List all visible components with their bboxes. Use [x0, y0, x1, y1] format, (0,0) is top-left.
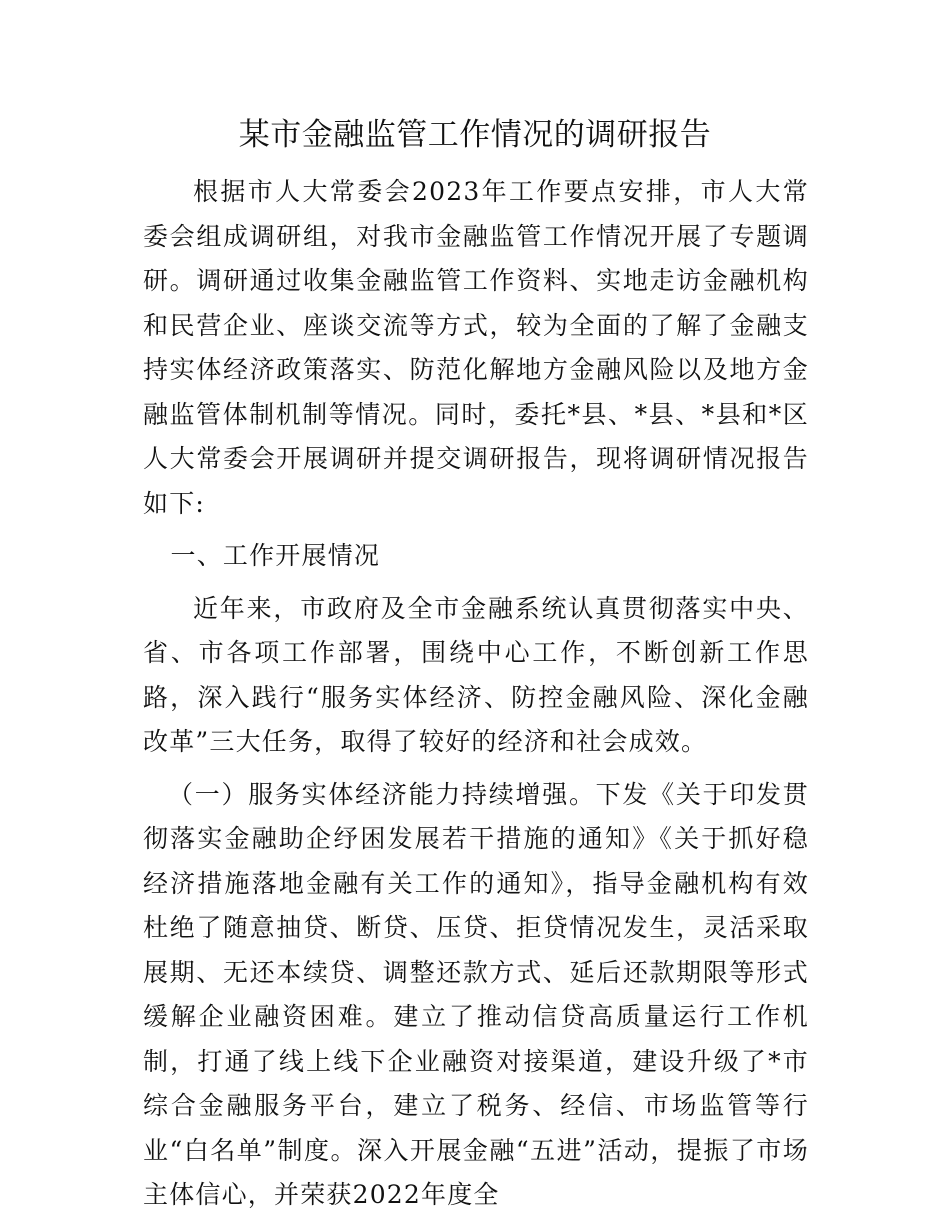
overview-paragraph: 近年来，市政府及全市金融系统认真贯彻落实中央、省、市各项工作部署，围绕中心工作，不断创新工作思路，深入践行“服务实体经济、防控金融风险、深化金融改革”三大任务，取得了较好的经济和社会成效。 [143, 593, 809, 756]
document-title: 某市金融监管工作情况的调研报告 [238, 117, 712, 153]
section-heading-work-progress: 一、工作开展情况 [170, 541, 381, 570]
document-body [143, 170, 809, 1218]
subsection-paragraph-real-economy: （一）服务实体经济能力持续增强。下发《关于印发贯彻落实金融助企纾困发展若干措施的通知》《关于抓好稳经济措施落地金融有关工作的通知》，指导金融机构有效杜绝了随意抽贷、断贷、压贷、拒贷情况发生，灵活采取展期、无还本续贷、调整还款方式、延后还款期限等形式缓解企业融资困难。建立了推动信贷高质量运行工作机制，打通了线上线下企业融资对接渠道，建设升级了*市综合金融服务平台，建立了税务、经信、市场监管等行业“白名单”制度。深入开展金融“五进”活动，提振了市场主体信心，并荣获2022年度全 [143, 779, 809, 1209]
intro-paragraph: 根据市人大常委会2023年工作要点安排，市人大常委会组成调研组，对我市金融监管工作情况开展了专题调研。调研通过收集金融监管工作资料、实地走访金融机构和民营企业、座谈交流等方式，较为全面的了解了金融支持实体经济政策落实、防范化解地方金融风险以及地方金融监管体制机制等情况。同时，委托*县、*县、*县和*区人大常委会开展调研并提交调研报告，现将调研情况报告如下: [143, 177, 809, 518]
